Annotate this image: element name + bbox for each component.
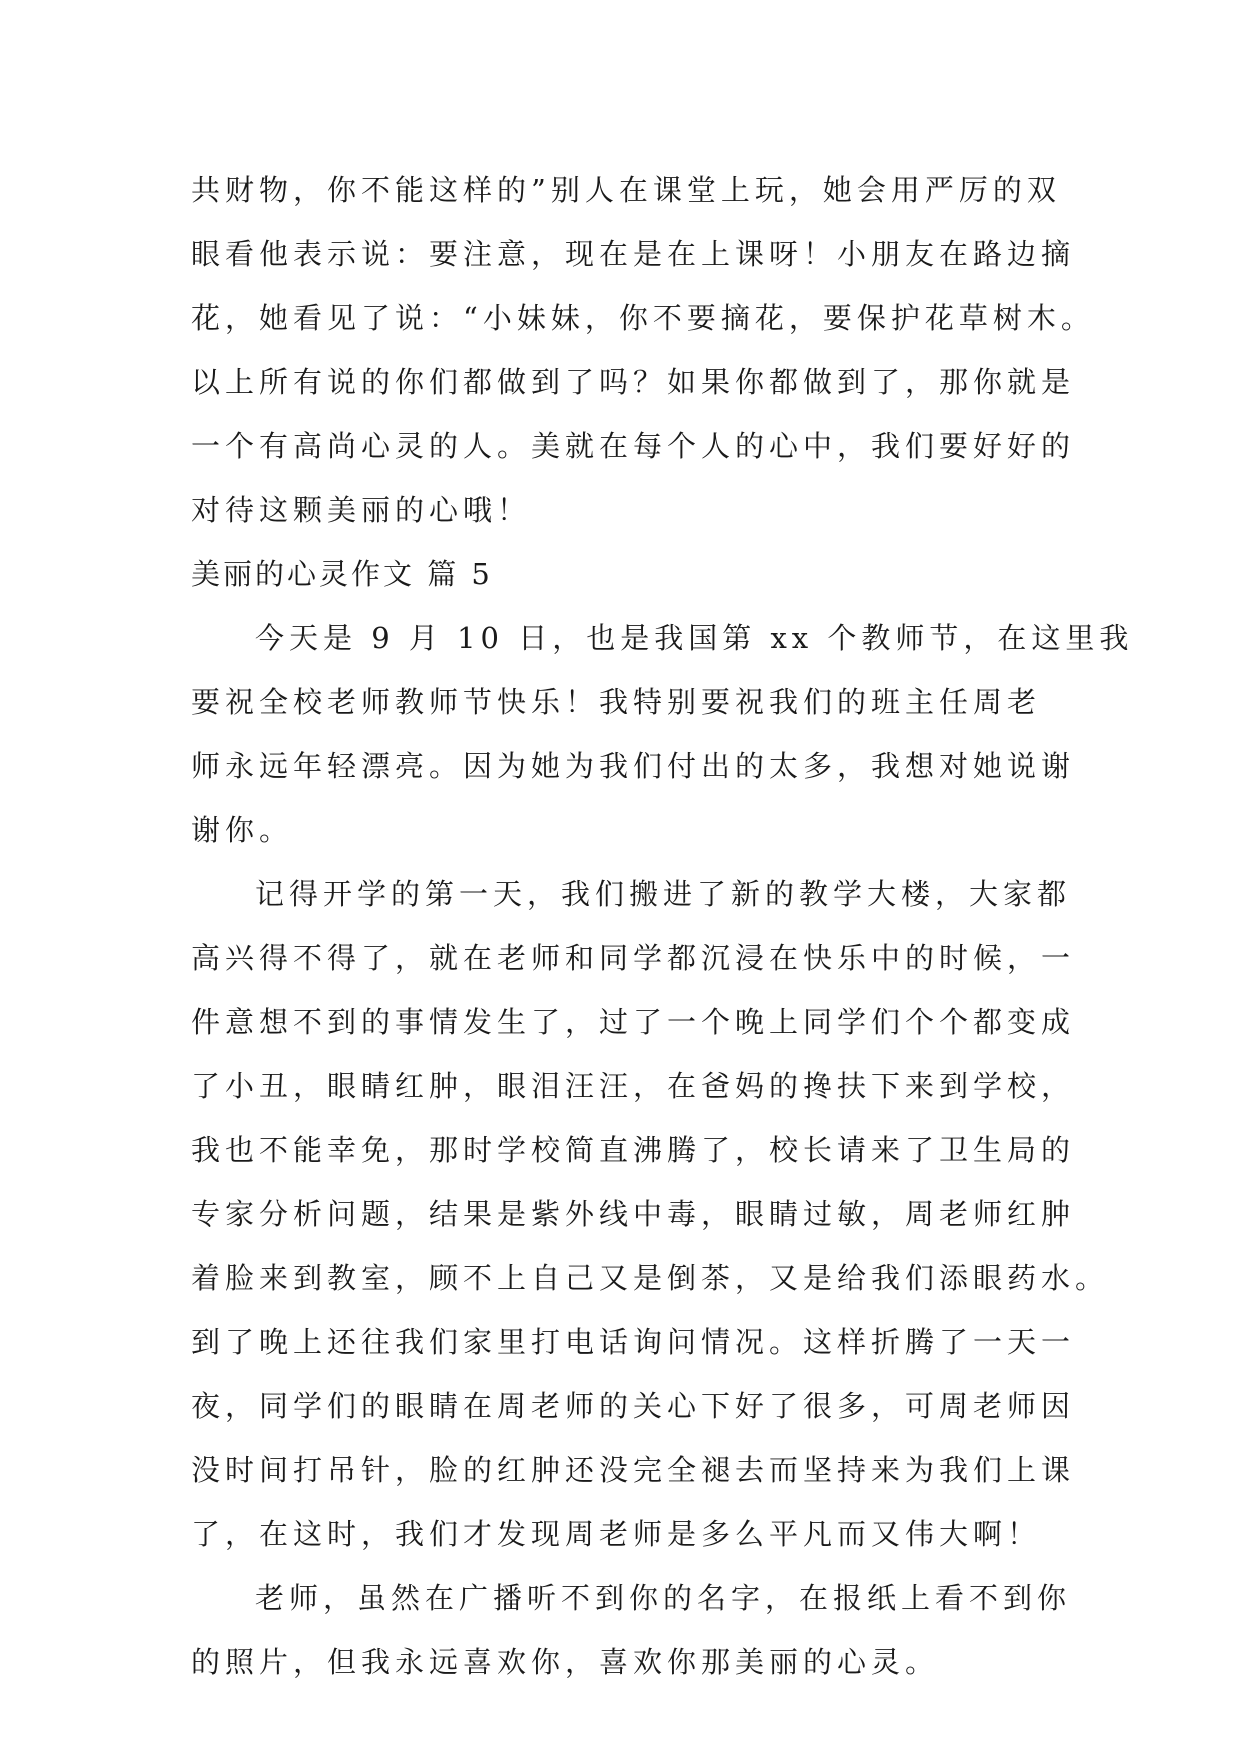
text-line: 没时间打吊针，脸的红肿还没完全褪去而坚持来为我们上课 <box>191 1453 1076 1487</box>
text-line: 了小丑，眼睛红肿，眼泪汪汪，在爸妈的搀扶下来到学校， <box>191 1069 1076 1103</box>
text-line: 高兴得不得了，就在老师和同学都沉浸在快乐中的时候，一 <box>191 941 1076 975</box>
paragraph <box>191 862 1110 1566</box>
text-line: 夜，同学们的眼睛在周老师的关心下好了很多，可周老师因 <box>191 1389 1076 1423</box>
paragraph <box>191 606 1134 862</box>
text-line: 以上所有说的你们都做到了吗？如果你都做到了，那你就是 <box>191 365 1076 399</box>
paragraph <box>191 1566 1072 1694</box>
text-line: 的照片，但我永远喜欢你，喜欢你那美丽的心灵。 <box>191 1645 940 1679</box>
text-line: 对待这颗美丽的心哦！ <box>191 493 532 527</box>
text-line: 专家分析问题，结果是紫外线中毒，眼睛过敏，周老师红肿 <box>191 1197 1076 1231</box>
text-line: 件意想不到的事情发生了，过了一个晚上同学们个个都变成 <box>191 1005 1076 1039</box>
text-line: 记得开学的第一天，我们搬进了新的教学大楼，大家都 <box>255 877 1072 911</box>
text-line: 花，她看见了说：“小妹妹，你不要摘花，要保护花草树木。 <box>191 301 1095 335</box>
text-line: 着脸来到教室，顾不上自己又是倒茶，又是给我们添眼药水。 <box>191 1261 1110 1295</box>
text-line: 今天是 9 月 10 日，也是我国第 xx 个教师节，在这里我 <box>255 621 1134 655</box>
text-line: 一个有高尚心灵的人。美就在每个人的心中，我们要好好的 <box>191 429 1076 463</box>
text-line: 了，在这时，我们才发现周老师是多么平凡而又伟大啊！ <box>191 1517 1042 1551</box>
document-body <box>191 158 1134 1694</box>
text-line: 我也不能幸免，那时学校简直沸腾了，校长请来了卫生局的 <box>191 1133 1076 1167</box>
text-line: 谢你。 <box>191 813 294 847</box>
text-line: 到了晚上还往我们家里打电话询问情况。这样折腾了一天一 <box>191 1325 1076 1359</box>
text-line: 师永远年轻漂亮。因为她为我们付出的太多，我想对她说谢 <box>191 749 1076 783</box>
text-line: 要祝全校老师教师节快乐！我特别要祝我们的班主任周老 <box>191 685 1042 719</box>
section-heading: 美丽的心灵作文 篇 5 <box>191 557 493 591</box>
continuation-paragraph <box>191 158 1095 542</box>
text-line: 老师，虽然在广播听不到你的名字，在报纸上看不到你 <box>255 1581 1072 1615</box>
text-line: 共财物，你不能这样的”别人在课堂上玩，她会用严厉的双 <box>191 173 1061 207</box>
text-line: 眼看他表示说：要注意，现在是在上课呀！小朋友在路边摘 <box>191 237 1076 271</box>
